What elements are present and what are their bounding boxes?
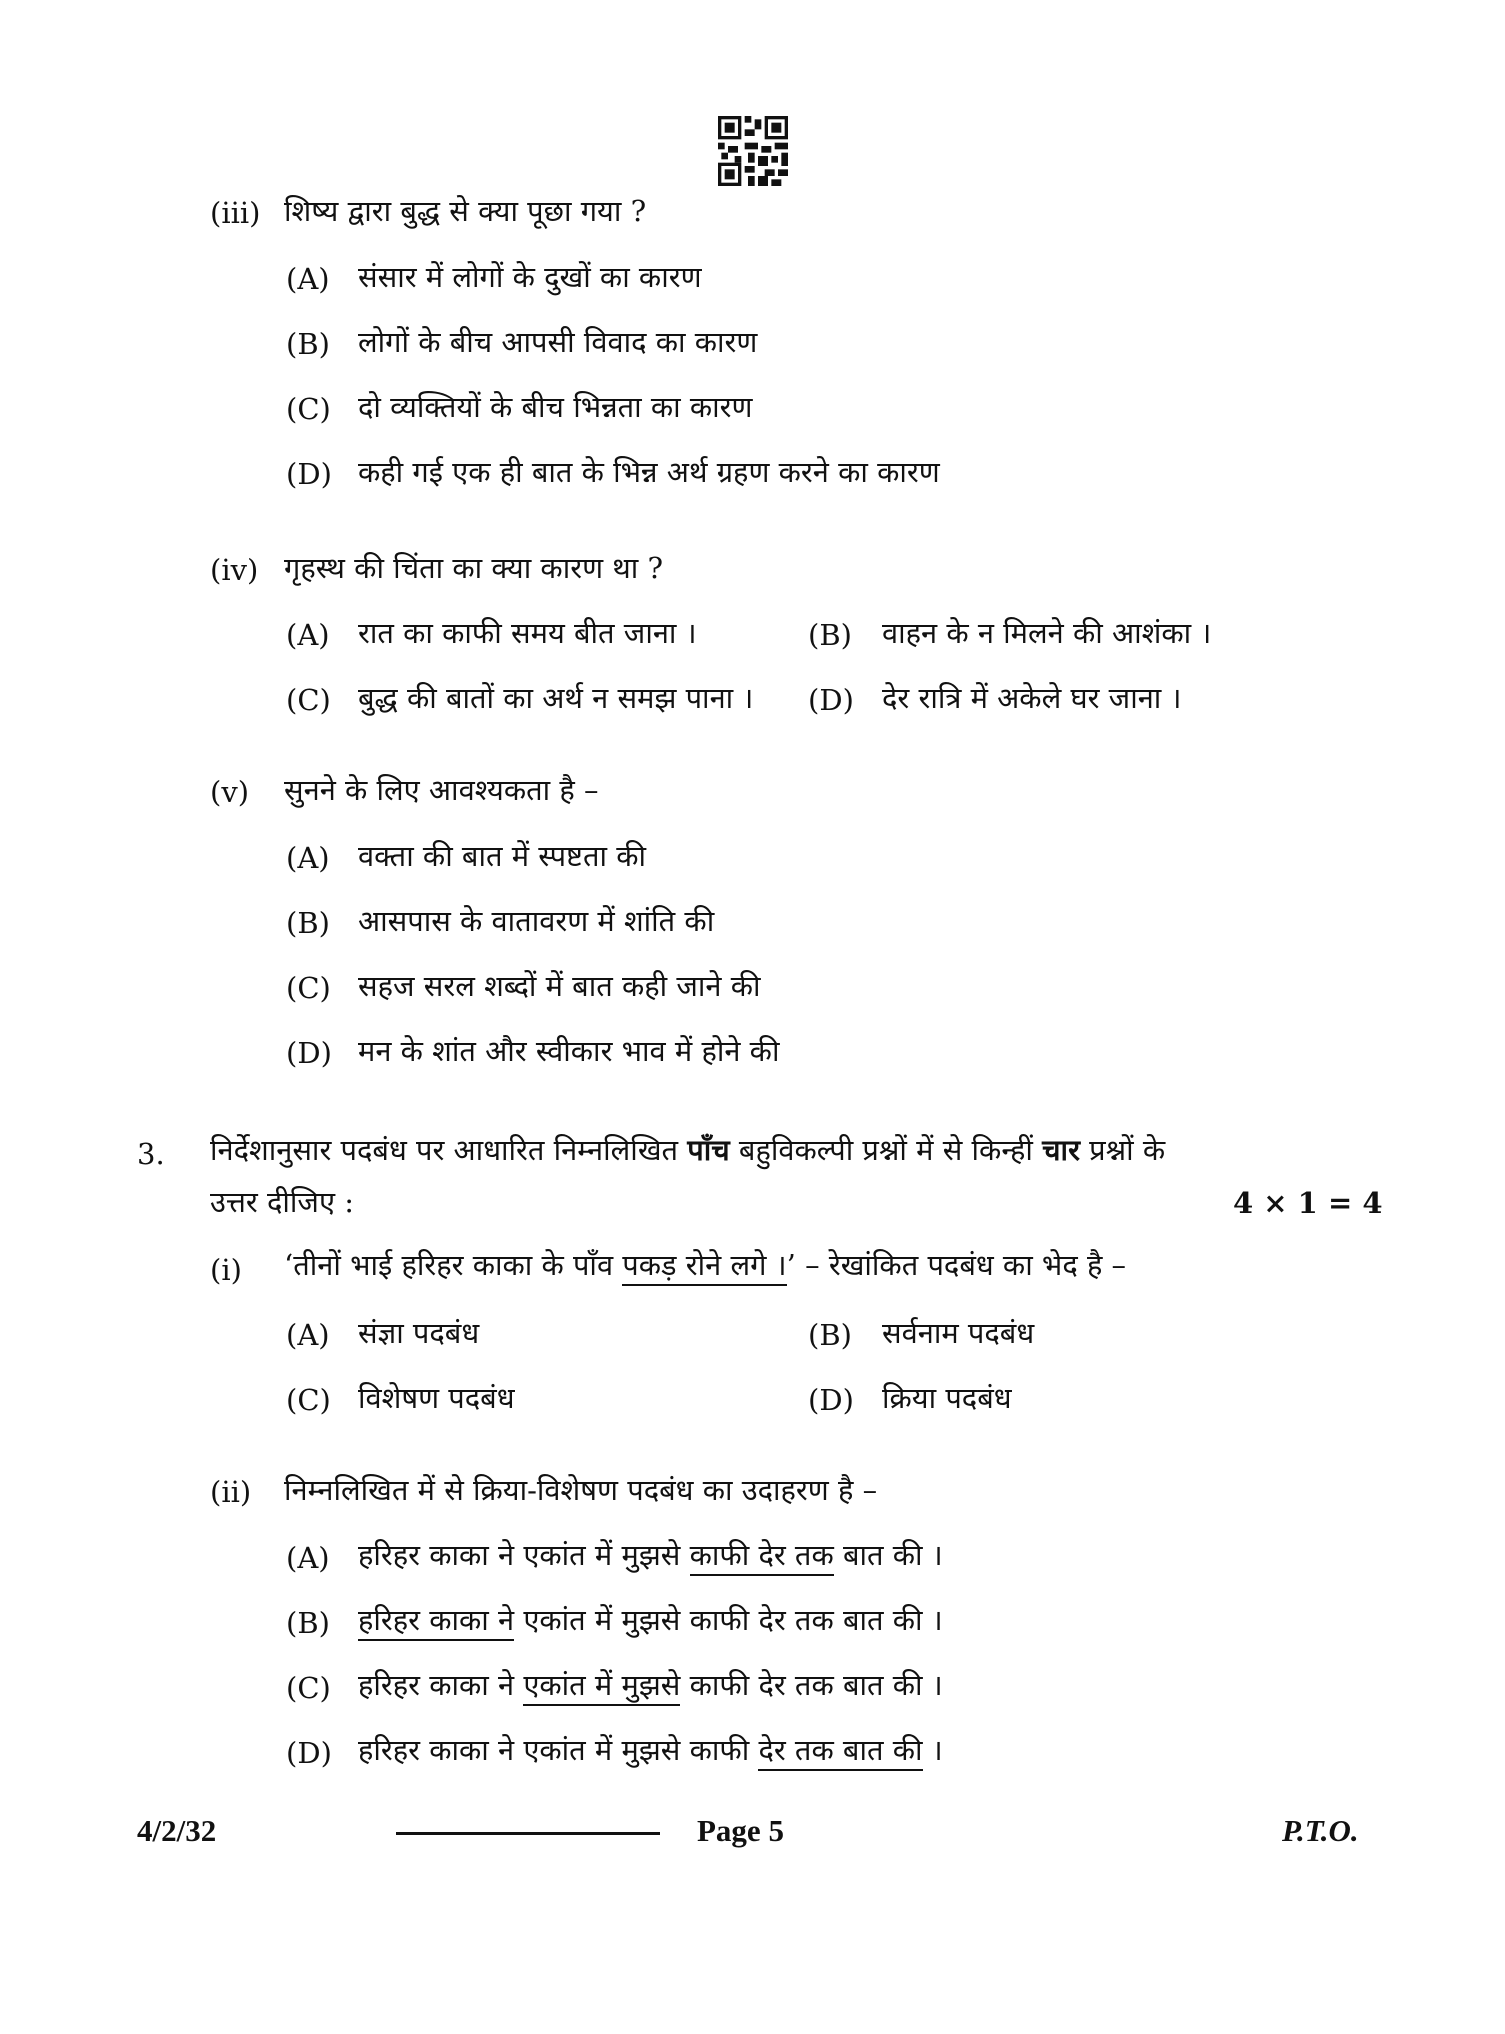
option-label: (A) <box>286 618 330 652</box>
instruction-part: निर्देशानुसार पदबंध पर आधारित निम्नलिखित <box>210 1133 688 1167</box>
question-instruction-line2: उत्तर दीजिए : <box>210 1185 354 1219</box>
underlined-phrase: देर तक बात की <box>758 1733 922 1771</box>
option-text: देर रात्रि में अकेले घर जाना । <box>882 681 1182 715</box>
option-label: (A) <box>286 1318 330 1352</box>
option-label: (D) <box>808 683 854 717</box>
option-text: मन के शांत और स्वीकार भाव में होने की <box>358 1034 780 1068</box>
option-label: (D) <box>286 457 332 491</box>
question-number: (i) <box>210 1253 242 1287</box>
option-text: दो व्यक्तियों के बीच भिन्नता का कारण <box>358 390 753 424</box>
option-part: हरिहर काका ने एकांत में मुझसे <box>358 1538 690 1572</box>
question-text: निम्नलिखित में से क्रिया-विशेषण पदबंध का उदाहरण है – <box>284 1473 878 1507</box>
footer-divider <box>396 1832 660 1835</box>
option-text <box>358 1730 943 1769</box>
question-text: सुनने के लिए आवश्यकता है – <box>284 773 599 807</box>
option-text <box>358 1600 943 1639</box>
instruction-part: प्रश्नों के <box>1079 1133 1166 1167</box>
instruction-emphasis: पाँच <box>687 1133 730 1167</box>
option-label: (C) <box>286 683 331 717</box>
question-number: 3. <box>137 1137 165 1171</box>
option-label: (C) <box>286 1383 331 1417</box>
option-label: (B) <box>808 618 852 652</box>
paper-code: 4/2/32 <box>137 1813 217 1848</box>
underlined-phrase: काफी देर तक <box>690 1538 834 1576</box>
option-text: कही गई एक ही बात के भिन्न अर्थ ग्रहण करने का कारण <box>358 455 940 489</box>
page-number: Page 5 <box>697 1813 784 1848</box>
option-text: क्रिया पदबंध <box>882 1381 1012 1415</box>
option-label: (C) <box>286 971 331 1005</box>
option-text <box>358 1665 943 1704</box>
option-label: (C) <box>286 392 331 426</box>
option-label: (B) <box>286 327 330 361</box>
underlined-phrase: पकड़ रोने लगे । <box>622 1248 786 1286</box>
underlined-phrase: एकांत में मुझसे <box>523 1668 680 1706</box>
option-label: (B) <box>286 906 330 940</box>
option-label: (A) <box>286 1541 330 1575</box>
option-label: (A) <box>286 262 330 296</box>
question-part: ‘तीनों भाई हरिहर काका के पाँव <box>284 1248 623 1282</box>
underlined-phrase: हरिहर काका ने <box>358 1603 514 1641</box>
question-part: ’ – रेखांकित पदबंध का भेद है – <box>786 1248 1127 1282</box>
option-text: संज्ञा पदबंध <box>358 1316 480 1350</box>
option-text: बुद्ध की बातों का अर्थ न समझ पाना । <box>358 681 754 715</box>
question-text <box>284 1245 1126 1284</box>
option-text: लोगों के बीच आपसी विवाद का कारण <box>358 325 758 359</box>
option-text: विशेषण पदबंध <box>358 1381 515 1415</box>
option-part: हरिहर काका ने <box>358 1668 524 1702</box>
option-text <box>358 1535 943 1574</box>
option-label: (D) <box>286 1736 332 1770</box>
option-text: संसार में लोगों के दुखों का कारण <box>358 260 702 294</box>
question-text: गृहस्थ की चिंता का क्या कारण था ? <box>284 551 664 585</box>
pto-label: P.T.O. <box>1282 1813 1359 1848</box>
option-part: काफी देर तक बात की । <box>680 1668 943 1702</box>
option-label: (C) <box>286 1671 331 1705</box>
question-text: शिष्य द्वारा बुद्ध से क्या पूछा गया ? <box>284 194 647 228</box>
option-part: हरिहर काका ने एकांत में मुझसे काफी <box>358 1733 759 1767</box>
instruction-emphasis: चार <box>1042 1133 1080 1167</box>
question-number: (iv) <box>210 553 259 587</box>
option-label: (D) <box>808 1383 854 1417</box>
option-label: (D) <box>286 1036 332 1070</box>
option-text: सहज सरल शब्दों में बात कही जाने की <box>358 969 761 1003</box>
option-label: (B) <box>808 1318 852 1352</box>
option-label: (A) <box>286 841 330 875</box>
option-text: वक्ता की बात में स्पष्टता की <box>358 839 647 873</box>
option-label: (B) <box>286 1606 330 1640</box>
qr-code-icon <box>718 116 788 186</box>
marks: 4 × 1 = 4 <box>1233 1186 1383 1220</box>
option-text: सर्वनाम पदबंध <box>882 1316 1035 1350</box>
question-number: (v) <box>210 775 250 809</box>
option-part: बात की । <box>833 1538 943 1572</box>
option-text: आसपास के वातावरण में शांति की <box>358 904 715 938</box>
option-part: । <box>922 1733 943 1767</box>
instruction-part: बहुविकल्पी प्रश्नों में से किन्हीं <box>729 1133 1043 1167</box>
question-number: (ii) <box>210 1475 252 1509</box>
question-number: (iii) <box>210 196 261 230</box>
question-instruction <box>210 1130 1165 1169</box>
option-text: रात का काफी समय बीत जाना । <box>358 616 697 650</box>
option-text: वाहन के न मिलने की आशंका । <box>882 616 1212 650</box>
option-part: एकांत में मुझसे काफी देर तक बात की । <box>514 1603 943 1637</box>
